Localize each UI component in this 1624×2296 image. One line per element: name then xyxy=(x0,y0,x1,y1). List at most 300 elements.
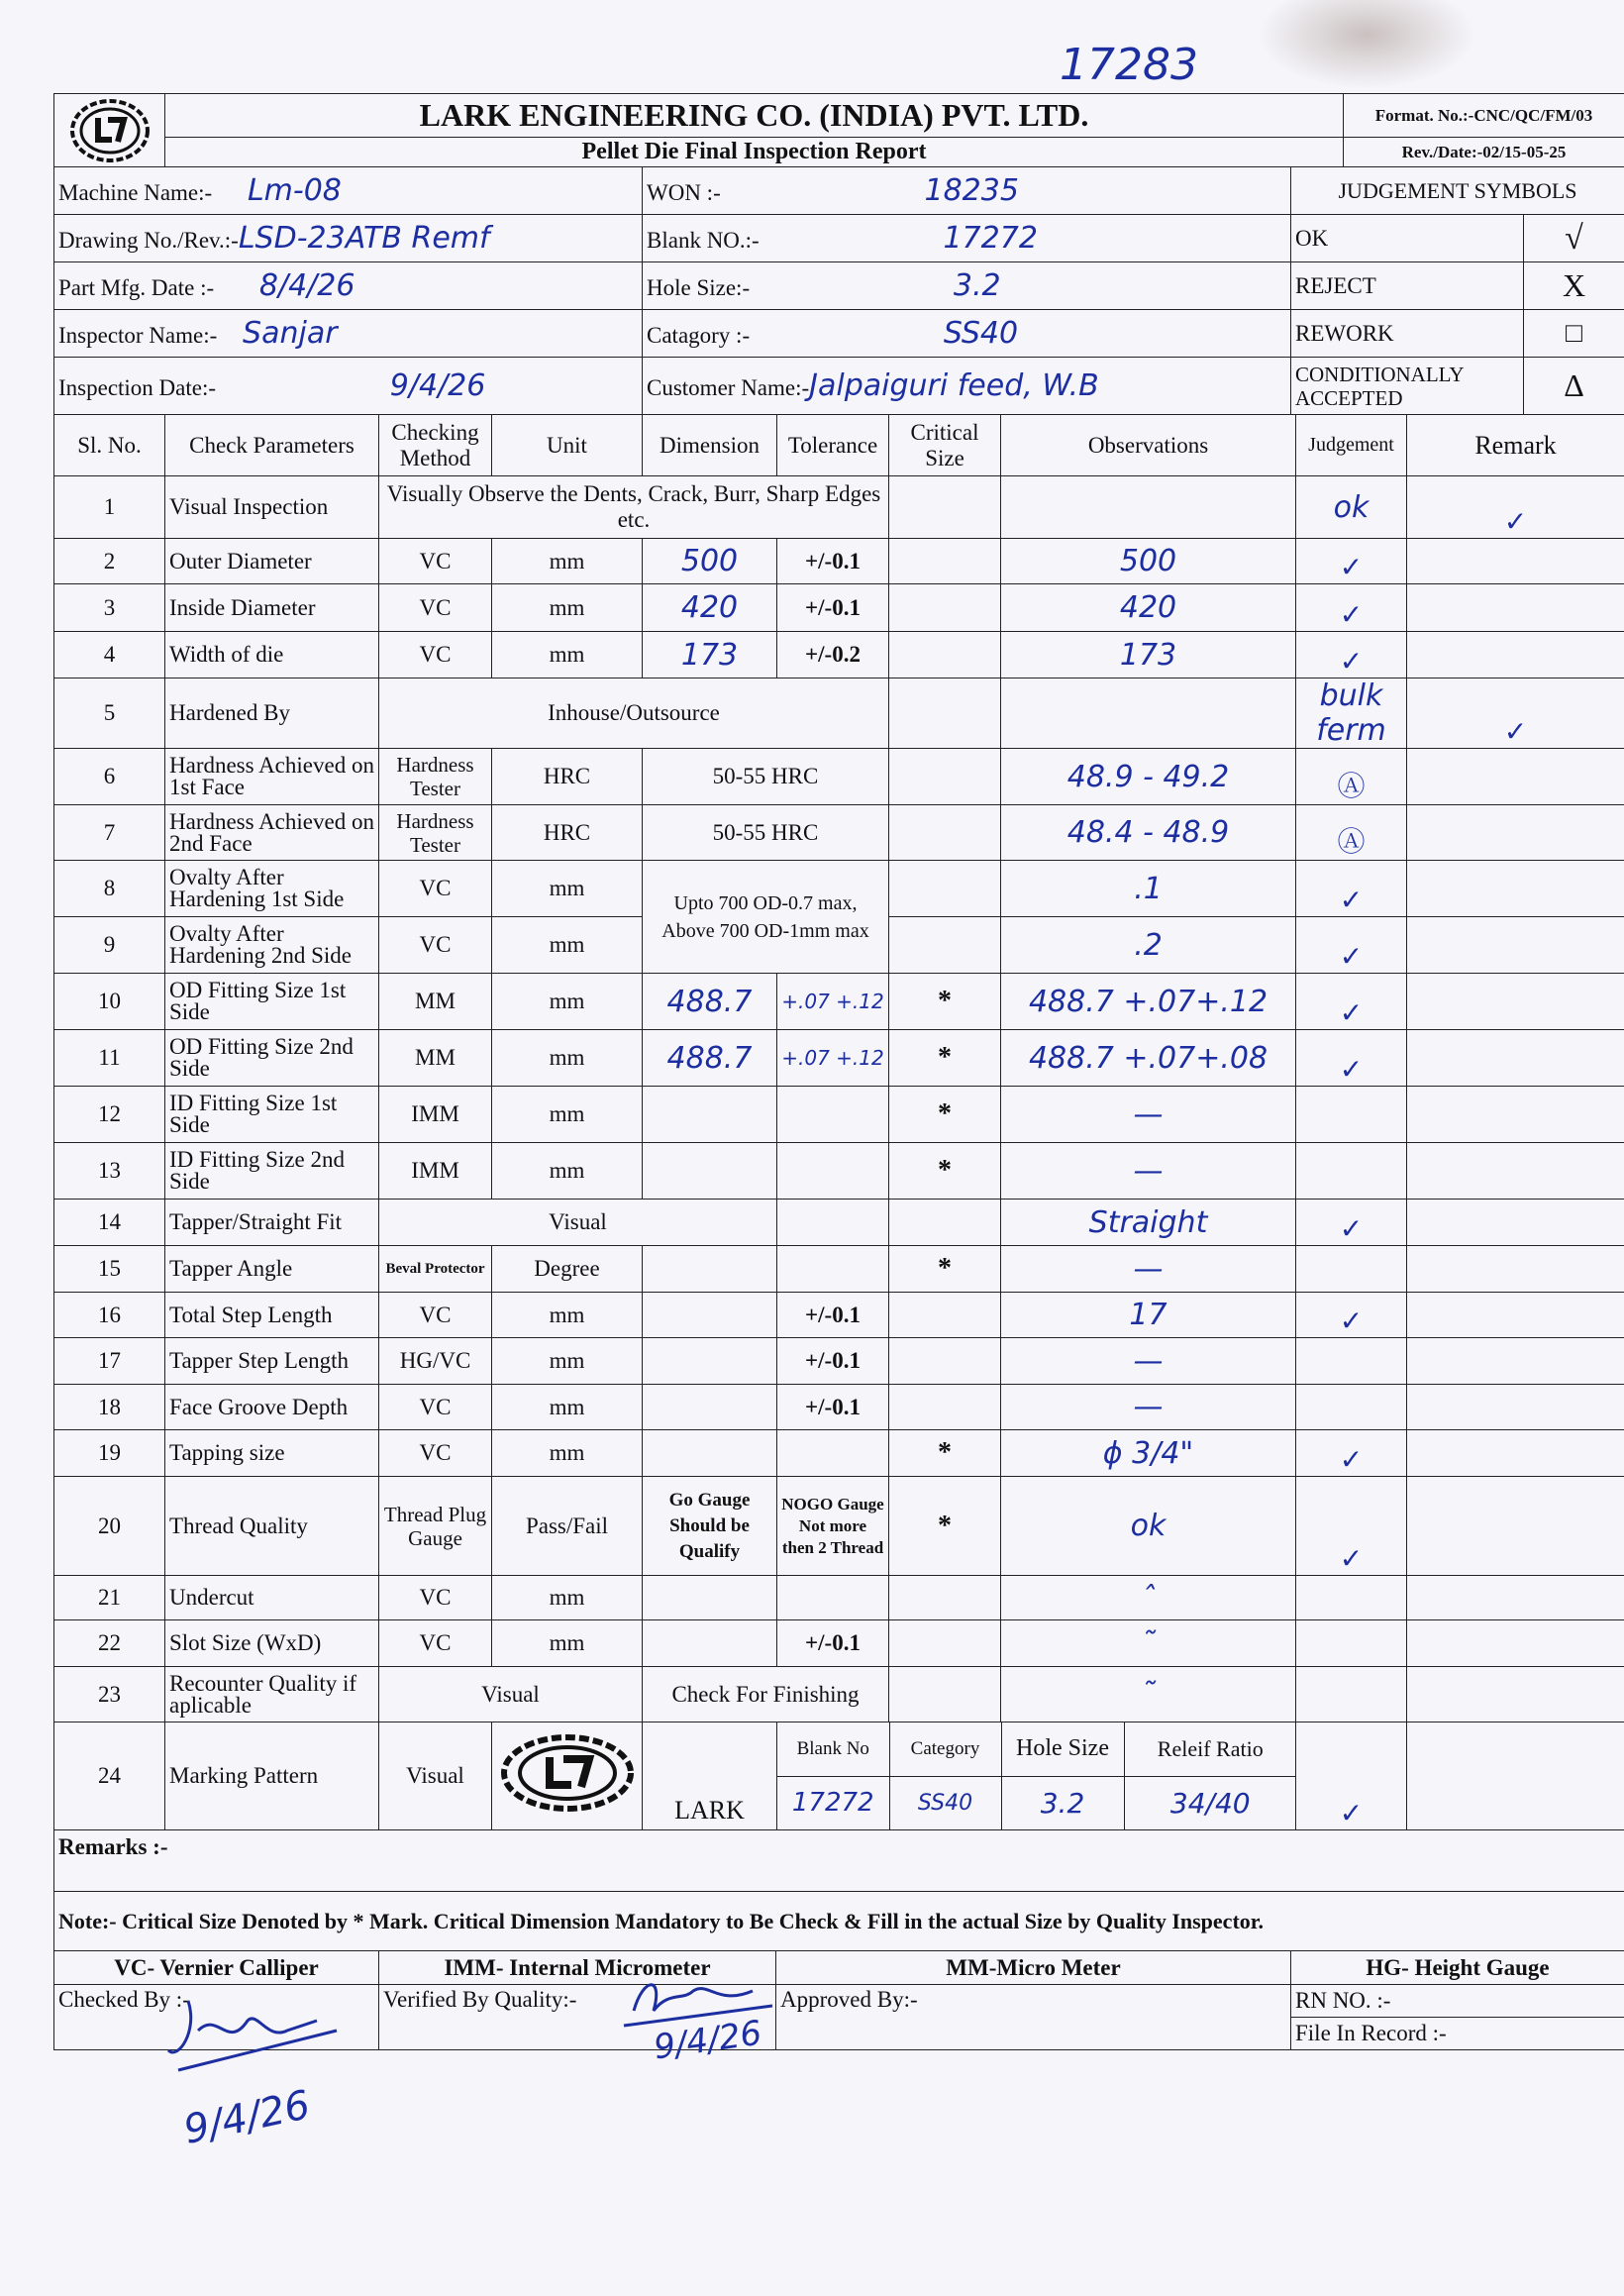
row-parameter: OD Fitting Size 2nd Side xyxy=(165,1030,379,1087)
checked-by-cell: Checked By :- xyxy=(54,1985,379,2050)
row-dimension: LARK xyxy=(643,1722,777,1830)
row-remark xyxy=(1407,584,1624,632)
row-remark xyxy=(1407,1200,1624,1246)
col-dimension: Dimension xyxy=(643,415,777,476)
row-critical-size xyxy=(889,749,1001,805)
row-remark xyxy=(1407,1143,1624,1200)
row-tolerance xyxy=(777,1087,889,1143)
row-judgement xyxy=(1296,1087,1407,1143)
table-row xyxy=(54,584,1624,632)
row-method: VC xyxy=(379,1293,492,1338)
hole-size-cell xyxy=(643,262,1291,310)
row-unit: mm xyxy=(492,584,643,632)
row-dimension: 420 xyxy=(643,584,777,632)
row-judgement: ✓ xyxy=(1296,1477,1407,1576)
table-row xyxy=(54,1385,1624,1430)
machine-name-cell xyxy=(54,167,643,215)
blank-no-cell xyxy=(643,215,1291,262)
row-parameter: Recounter Quality if aplicable xyxy=(165,1667,379,1722)
row-judgement xyxy=(1296,1620,1407,1667)
inspector-cell xyxy=(54,310,643,358)
row-remark xyxy=(1407,1030,1624,1087)
row-dimension xyxy=(643,1385,777,1430)
row-remark xyxy=(1407,974,1624,1030)
mfg-date-value: 8/4/26 xyxy=(258,268,355,303)
row-unit: HRC xyxy=(492,749,643,805)
symbol-label-ok: OK xyxy=(1291,215,1524,262)
table-row xyxy=(54,805,1624,861)
table-row xyxy=(54,1200,1624,1246)
hole-size-label: Hole Size:- xyxy=(647,275,751,300)
checked-by-signature xyxy=(158,1991,356,2080)
customer-value: Jalpaiguri feed, W.B xyxy=(809,368,1099,403)
company-name: LARK ENGINEERING CO. (INDIA) PVT. LTD. xyxy=(165,94,1344,138)
col-sl-no: Sl. No. xyxy=(54,415,165,476)
row-number: 12 xyxy=(54,1087,165,1143)
row-dimension xyxy=(643,1293,777,1338)
row-critical-size xyxy=(889,917,1001,974)
marking-logo xyxy=(492,1722,643,1830)
row-number: 1 xyxy=(54,476,165,539)
row-number: 22 xyxy=(54,1620,165,1667)
row-parameter: Undercut xyxy=(165,1576,379,1620)
row-remark xyxy=(1407,1087,1624,1143)
row-observation: ok xyxy=(1296,476,1407,539)
row-number: 15 xyxy=(54,1246,165,1293)
row-tolerance xyxy=(777,1200,889,1246)
row-tolerance: +/-0.1 xyxy=(777,1385,889,1430)
row-observation: 488.7 +.07+.08 xyxy=(1001,1030,1296,1087)
row-method: Thread Plug Gauge xyxy=(379,1477,492,1576)
critical-size-note: Note:- Critical Size Denoted by * Mark. Critical Dimension Mandatory to Be Check & Fill in the actual Size by Quality Inspector. xyxy=(54,1892,1624,1951)
row-tolerance xyxy=(777,1246,889,1293)
marking-pattern-details xyxy=(777,1722,1296,1830)
row-method: MM xyxy=(379,1030,492,1087)
row-critical-size xyxy=(889,1293,1001,1338)
row-method: VC xyxy=(379,1385,492,1430)
row-number: 16 xyxy=(54,1293,165,1338)
row-observation: 420 xyxy=(1001,584,1296,632)
inspection-date-label: Inspection Date:- xyxy=(58,375,217,400)
table-row xyxy=(54,1620,1624,1667)
mfg-date-label: Part Mfg. Date :- xyxy=(58,275,215,300)
hole-size-value: 3.2 xyxy=(953,268,1001,303)
row-critical-size: * xyxy=(889,1477,1001,1576)
col-tolerance: Tolerance xyxy=(777,415,889,476)
category-cell xyxy=(643,310,1291,358)
row-judgement: Ⓐ xyxy=(1296,749,1407,805)
row-critical-size xyxy=(1001,476,1296,539)
row-number: 9 xyxy=(54,917,165,974)
col-checking-method: Checking Method xyxy=(379,415,492,476)
revision-date: Rev./Date:-02/15-05-25 xyxy=(1344,138,1624,167)
row-critical-size xyxy=(889,1576,1001,1620)
row-number: 3 xyxy=(54,584,165,632)
table-row xyxy=(54,1246,1624,1293)
row-judgement: ✓ xyxy=(1296,1722,1407,1830)
row-parameter: Face Groove Depth xyxy=(165,1385,379,1430)
row-number: 21 xyxy=(54,1576,165,1620)
row-parameter: Hardness Achieved on 2nd Face xyxy=(165,805,379,861)
row-observation: ˆ xyxy=(1001,1576,1296,1620)
row-tolerance: +.07 +.12 xyxy=(777,1030,889,1087)
row-remark xyxy=(1407,1667,1624,1722)
row-dimension xyxy=(643,1338,777,1385)
symbol-conditional: Δ xyxy=(1524,358,1624,415)
row-method: VC xyxy=(379,1620,492,1667)
row-critical-size: * xyxy=(889,974,1001,1030)
inspector-label: Inspector Name:- xyxy=(58,323,218,348)
row-critical-size xyxy=(889,861,1001,917)
col-unit: Unit xyxy=(492,415,643,476)
symbol-rework: □ xyxy=(1524,310,1624,358)
drawing-no-cell xyxy=(54,215,643,262)
col-critical-size: Critical Size xyxy=(889,415,1001,476)
row-number: 8 xyxy=(54,861,165,917)
row-critical-size xyxy=(889,1338,1001,1385)
row-method: IMM xyxy=(379,1087,492,1143)
row-judgement: ✓ xyxy=(1296,861,1407,917)
row-dimension: 50-55 HRC xyxy=(643,805,889,861)
row-judgement: ✓ xyxy=(1296,539,1407,584)
blank-no-label: Blank NO.:- xyxy=(647,228,760,253)
row-critical-size xyxy=(889,1667,1001,1722)
row-tolerance xyxy=(777,1143,889,1200)
row-critical-size: * xyxy=(889,1087,1001,1143)
row-number: 10 xyxy=(54,974,165,1030)
inspection-form xyxy=(53,93,1624,2050)
table-row xyxy=(54,678,1624,749)
symbol-reject: X xyxy=(1524,262,1624,310)
symbol-label-rework: REWORK xyxy=(1291,310,1524,358)
row-critical-size xyxy=(889,632,1001,678)
row-observation: 488.7 +.07+.12 xyxy=(1001,974,1296,1030)
row-judgement: Ⓐ xyxy=(1296,805,1407,861)
row-tolerance: +/-0.1 xyxy=(777,1338,889,1385)
row-observation: .1 xyxy=(1001,861,1296,917)
format-number: Format. No.:-CNC/QC/FM/03 xyxy=(1344,94,1624,138)
blank-no-value: 17272 xyxy=(943,221,1038,256)
check-table-body xyxy=(54,476,1624,1830)
marking-relief-ratio-value: 34/40 xyxy=(1124,1776,1296,1829)
row-observation: — xyxy=(1001,1246,1296,1293)
row-judgement: ✓ xyxy=(1296,1293,1407,1338)
row-parameter: Hardened By xyxy=(165,678,379,749)
row-method: VC xyxy=(379,917,492,974)
file-record-cell: File In Record :- xyxy=(1291,2018,1624,2050)
row-observation: 48.4 - 48.9 xyxy=(1001,805,1296,861)
category-label: Catagory :- xyxy=(647,323,751,348)
row-judgement: ✓ xyxy=(1296,1430,1407,1477)
col-check-parameters: Check Parameters xyxy=(165,415,379,476)
table-row xyxy=(54,1667,1624,1722)
row-unit: mm xyxy=(492,1143,643,1200)
row-remark xyxy=(1407,1293,1624,1338)
row-parameter: OD Fitting Size 1st Side xyxy=(165,974,379,1030)
row-observation: — xyxy=(1001,1338,1296,1385)
row-parameter: Outer Diameter xyxy=(165,539,379,584)
row-unit: mm xyxy=(492,539,643,584)
row-dimension: 50-55 HRC xyxy=(643,749,889,805)
row-judgement: ✓ xyxy=(1296,974,1407,1030)
row-remark xyxy=(1407,1385,1624,1430)
row-parameter: Tapper Angle xyxy=(165,1246,379,1293)
marking-hole-size-value: 3.2 xyxy=(1001,1776,1124,1829)
row-unit: mm xyxy=(492,1030,643,1087)
row-observation: ˜ xyxy=(1001,1667,1296,1722)
gear-logo-icon xyxy=(68,96,152,165)
inspection-date-value: 9/4/26 xyxy=(389,368,486,403)
customer-label: Customer Name:- xyxy=(647,375,810,400)
row-method: VC xyxy=(379,632,492,678)
legend-hg: HG- Height Gauge xyxy=(1291,1951,1624,1985)
row-dimension: Upto 700 OD-0.7 max, Above 700 OD-1mm max xyxy=(643,861,889,974)
row-number: 2 xyxy=(54,539,165,584)
row-critical-size: * xyxy=(889,1246,1001,1293)
row-method: Hardness Tester xyxy=(379,749,492,805)
row-method: Beval Protector xyxy=(379,1246,492,1293)
row-parameter: Thread Quality xyxy=(165,1477,379,1576)
row-parameter: Width of die xyxy=(165,632,379,678)
verified-by-cell: Verified By Quality:- xyxy=(379,1985,776,2050)
row-remark xyxy=(1407,749,1624,805)
row-judgement: ✓ xyxy=(1296,632,1407,678)
marking-category-label: Category xyxy=(889,1722,1001,1776)
customer-cell xyxy=(643,358,1291,415)
row-parameter: ID Fitting Size 1st Side xyxy=(165,1087,379,1143)
won-cell xyxy=(643,167,1291,215)
row-unit: mm xyxy=(492,974,643,1030)
row-method: HG/VC xyxy=(379,1338,492,1385)
judgement-symbols-title: JUDGEMENT SYMBOLS xyxy=(1291,167,1624,215)
marking-gear-logo-icon xyxy=(498,1731,637,1815)
table-row xyxy=(54,1293,1624,1338)
row-observation: ϕ 3/4" xyxy=(1001,1430,1296,1477)
row-tolerance: +/-0.1 xyxy=(777,584,889,632)
row-method: Visual xyxy=(379,1200,777,1246)
row-judgement: ✓ xyxy=(1407,476,1624,539)
row-method: Inhouse/Outsource xyxy=(379,678,889,749)
row-unit: Degree xyxy=(492,1246,643,1293)
row-parameter: Slot Size (WxD) xyxy=(165,1620,379,1667)
row-tolerance: +/-0.2 xyxy=(777,632,889,678)
drawing-no-label: Drawing No./Rev.:- xyxy=(58,228,239,253)
category-value: SS40 xyxy=(943,316,1019,351)
row-number: 18 xyxy=(54,1385,165,1430)
marking-category-value: SS40 xyxy=(889,1776,1001,1829)
col-observations: Observations xyxy=(1001,415,1296,476)
table-row xyxy=(54,749,1624,805)
row-tolerance xyxy=(889,678,1001,749)
row-remark xyxy=(1407,917,1624,974)
table-row xyxy=(54,974,1624,1030)
rn-no-cell: RN NO. :- xyxy=(1291,1985,1624,2018)
row-unit: mm xyxy=(492,632,643,678)
col-remark: Remark xyxy=(1407,415,1624,476)
row-remark xyxy=(1407,1246,1624,1293)
row-observation: 500 xyxy=(1001,539,1296,584)
row-critical-size xyxy=(889,584,1001,632)
row-method: Visual xyxy=(379,1722,492,1830)
marking-blank-no-value: 17272 xyxy=(777,1776,889,1829)
col-judgement: Judgement xyxy=(1296,415,1407,476)
check-table-header xyxy=(54,415,1624,476)
row-judgement: ✓ xyxy=(1296,584,1407,632)
row-unit: mm xyxy=(492,1576,643,1620)
row-tolerance: +.07 +.12 xyxy=(777,974,889,1030)
row-tolerance: +/-0.1 xyxy=(777,1620,889,1667)
row-number: 17 xyxy=(54,1338,165,1385)
symbol-label-conditional: CONDITIONALLY ACCEPTED xyxy=(1291,358,1524,415)
info-table xyxy=(53,166,1624,415)
row-method: Hardness Tester xyxy=(379,805,492,861)
row-remark xyxy=(1407,539,1624,584)
row-observation: — xyxy=(1001,1385,1296,1430)
row-method: VC xyxy=(379,584,492,632)
row-parameter: Tapping size xyxy=(165,1430,379,1477)
row-observation: 17 xyxy=(1001,1293,1296,1338)
row-number: 23 xyxy=(54,1667,165,1722)
row-observation: 48.9 - 49.2 xyxy=(1001,749,1296,805)
marking-relief-ratio-label: Releif Ratio xyxy=(1124,1722,1296,1776)
row-parameter: Ovalty After Hardening 2nd Side xyxy=(165,917,379,974)
row-method: VC xyxy=(379,1430,492,1477)
report-title: Pellet Die Final Inspection Report xyxy=(165,138,1344,167)
serial-number-handwritten: 17283 xyxy=(1060,40,1198,90)
row-number: 20 xyxy=(54,1477,165,1576)
approved-by-cell: Approved By:- xyxy=(776,1985,1291,2050)
row-observation: Straight xyxy=(1001,1200,1296,1246)
marking-blank-no-label: Blank No xyxy=(777,1722,889,1776)
row-number: 7 xyxy=(54,805,165,861)
row-parameter: Tapper/Straight Fit xyxy=(165,1200,379,1246)
row-tolerance: +/-0.1 xyxy=(777,539,889,584)
row-observation: ˜ xyxy=(1001,1620,1296,1667)
row-tolerance xyxy=(777,1576,889,1620)
row-critical-size: * xyxy=(889,1030,1001,1087)
row-observation: — xyxy=(1001,1087,1296,1143)
checked-by-date: 9/4/26 xyxy=(179,2082,315,2153)
legend-vc: VC- Vernier Calliper xyxy=(54,1951,379,1985)
table-row xyxy=(54,1338,1624,1385)
row-remark xyxy=(1407,1576,1624,1620)
table-row xyxy=(54,539,1624,584)
row-remark xyxy=(1407,861,1624,917)
row-remark xyxy=(1407,1620,1624,1667)
row-unit: mm xyxy=(492,1620,643,1667)
won-label: WON :- xyxy=(647,180,721,205)
row-dimension: 173 xyxy=(643,632,777,678)
row-tolerance xyxy=(889,476,1001,539)
row-dimension: Check For Finishing xyxy=(643,1667,889,1722)
table-row xyxy=(54,476,1624,539)
row-unit: mm xyxy=(492,1338,643,1385)
row-number: 14 xyxy=(54,1200,165,1246)
verified-by-date: 9/4/26 xyxy=(651,2013,764,2068)
row-tolerance: +/-0.1 xyxy=(777,1293,889,1338)
row-dimension: 500 xyxy=(643,539,777,584)
row-parameter: Marking Pattern xyxy=(165,1722,379,1830)
coffee-stain xyxy=(1258,0,1475,89)
row-observation: .2 xyxy=(1001,917,1296,974)
table-row xyxy=(54,1087,1624,1143)
row-method: MM xyxy=(379,974,492,1030)
row-dimension xyxy=(643,1620,777,1667)
mfg-date-cell xyxy=(54,262,643,310)
row-unit: mm xyxy=(492,861,643,917)
table-row xyxy=(54,1722,1624,1830)
table-row xyxy=(54,861,1624,917)
table-row xyxy=(54,1576,1624,1620)
row-method: IMM xyxy=(379,1143,492,1200)
row-tolerance xyxy=(777,1430,889,1477)
machine-name-label: Machine Name:- xyxy=(58,180,213,205)
row-critical-size xyxy=(1001,678,1296,749)
won-value: 18235 xyxy=(924,173,1019,208)
row-observation: ok xyxy=(1001,1477,1296,1576)
row-method: VC xyxy=(379,861,492,917)
company-logo xyxy=(54,94,165,167)
row-unit: HRC xyxy=(492,805,643,861)
row-tolerance: NOGO Gauge Not more then 2 Thread xyxy=(777,1477,889,1576)
row-parameter: Visual Inspection xyxy=(165,476,379,539)
row-judgement xyxy=(1296,1338,1407,1385)
row-unit: mm xyxy=(492,1430,643,1477)
row-judgement: ✓ xyxy=(1407,678,1624,749)
row-dimension xyxy=(643,1430,777,1477)
row-remark xyxy=(1407,1477,1624,1576)
row-judgement: ✓ xyxy=(1296,1200,1407,1246)
row-parameter: Hardness Achieved on 1st Face xyxy=(165,749,379,805)
row-unit: mm xyxy=(492,1087,643,1143)
row-judgement xyxy=(1296,1385,1407,1430)
row-number: 5 xyxy=(54,678,165,749)
row-observation: bulk ferm xyxy=(1296,678,1407,749)
table-row xyxy=(54,632,1624,678)
row-parameter: Tapper Step Length xyxy=(165,1338,379,1385)
row-dimension: 488.7 xyxy=(643,974,777,1030)
row-critical-size xyxy=(889,1620,1001,1667)
legend-mm: MM-Micro Meter xyxy=(776,1951,1291,1985)
row-critical-size xyxy=(889,539,1001,584)
row-dimension xyxy=(643,1576,777,1620)
row-critical-size xyxy=(889,1200,1001,1246)
machine-name-value: Lm-08 xyxy=(247,173,342,208)
header-table xyxy=(53,93,1624,167)
row-remark xyxy=(1407,632,1624,678)
row-critical-size: * xyxy=(889,1143,1001,1200)
inspection-date-cell xyxy=(54,358,643,415)
row-number: 19 xyxy=(54,1430,165,1477)
row-judgement xyxy=(1296,1576,1407,1620)
symbol-ok: √ xyxy=(1524,215,1624,262)
symbol-label-reject: REJECT xyxy=(1291,262,1524,310)
row-dimension: 488.7 xyxy=(643,1030,777,1087)
row-unit: mm xyxy=(492,1293,643,1338)
legend-imm: IMM- Internal Micrometer xyxy=(379,1951,776,1985)
table-row xyxy=(54,1430,1624,1477)
row-method: VC xyxy=(379,1576,492,1620)
table-row xyxy=(54,1030,1624,1087)
row-judgement xyxy=(1296,1667,1407,1722)
row-critical-size: * xyxy=(889,1430,1001,1477)
row-remark xyxy=(1407,805,1624,861)
row-unit: Pass/Fail xyxy=(492,1477,643,1576)
row-number: 24 xyxy=(54,1722,165,1830)
row-critical-size xyxy=(889,805,1001,861)
row-method: Visually Observe the Dents, Crack, Burr, Sharp Edges etc. xyxy=(379,476,889,539)
row-judgement xyxy=(1296,1143,1407,1200)
